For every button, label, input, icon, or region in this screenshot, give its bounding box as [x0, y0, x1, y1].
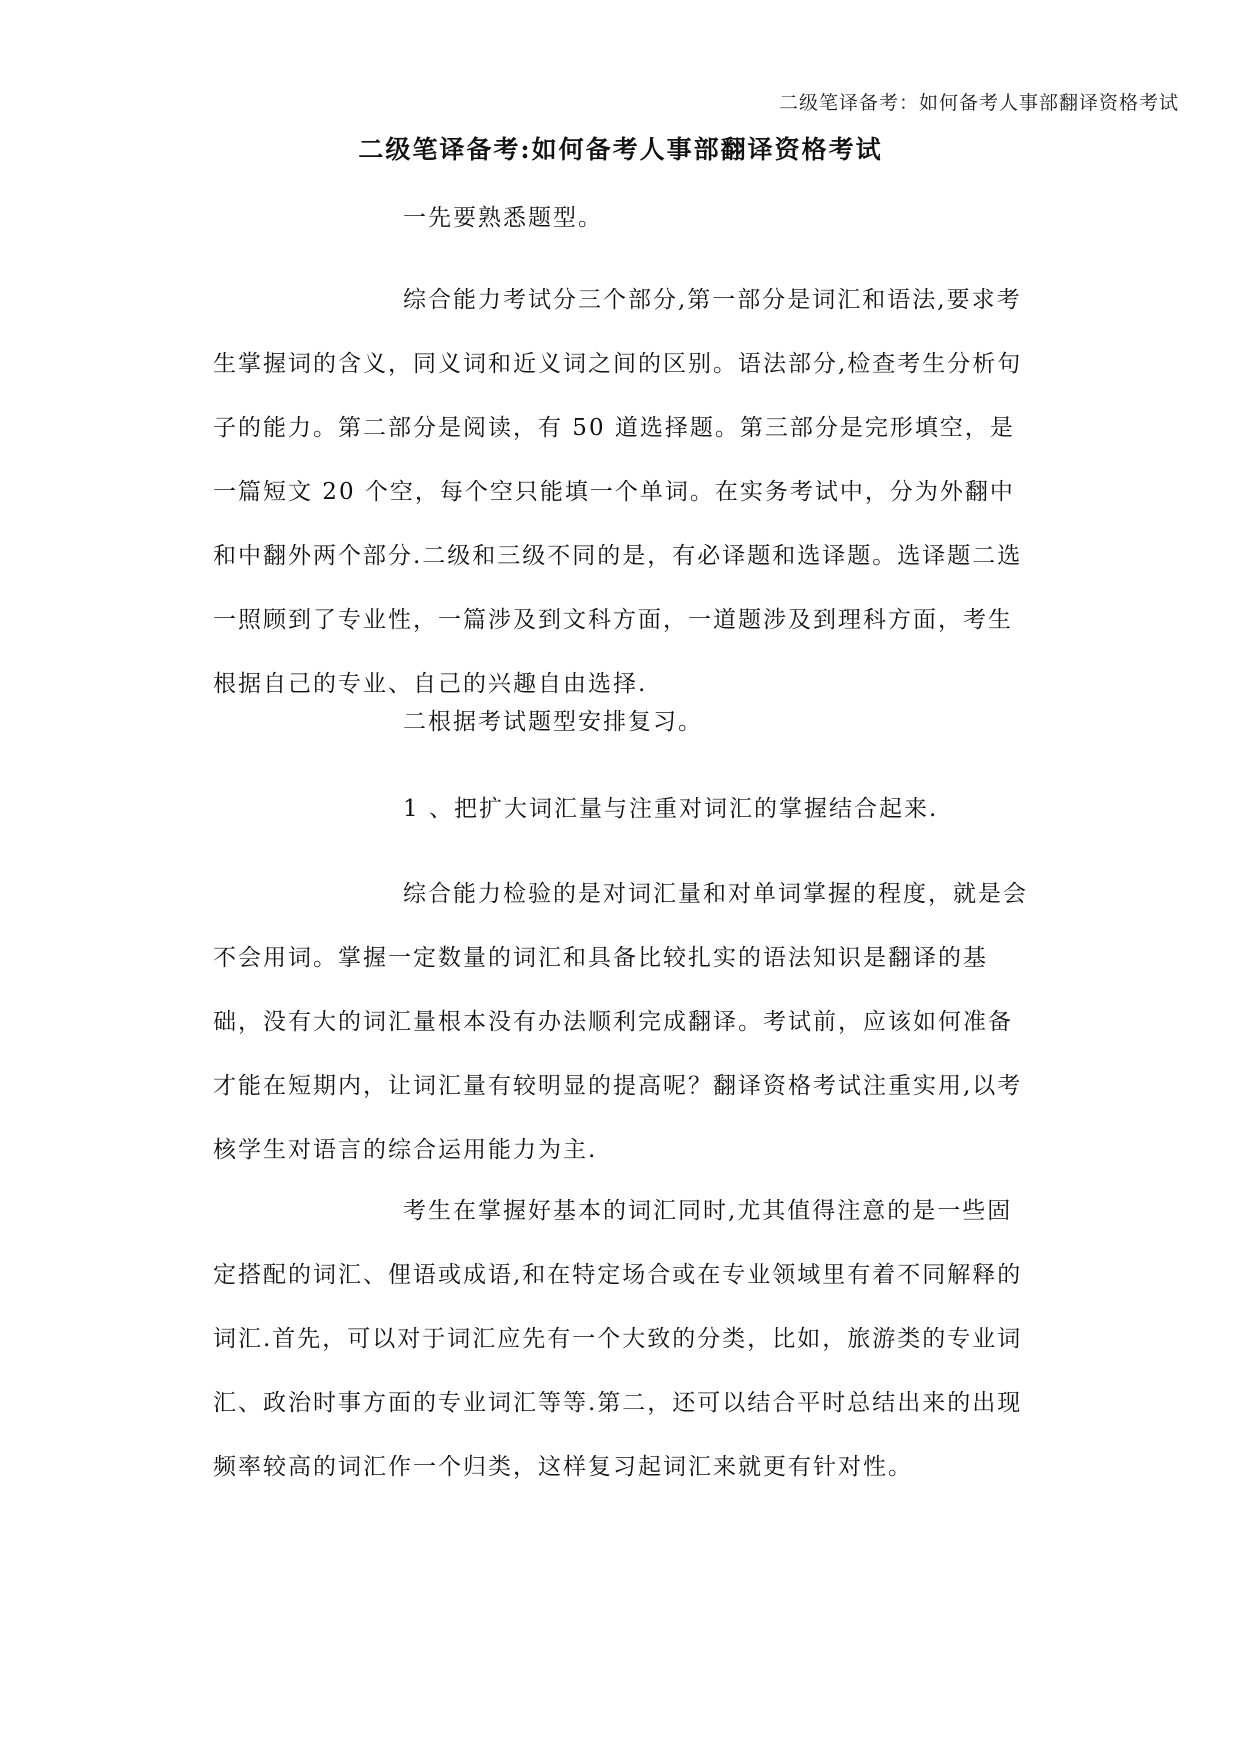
paragraph-heading-2: 二根据考试题型安排复习。	[403, 709, 703, 735]
paragraph-heading-1: 一先要熟悉题型。	[403, 205, 603, 231]
paragraph-2: 综合能力检验的是对词汇量和对单词掌握的程度，就是会不会用词。掌握一定数量的词汇和具备比较扎实的语法知识是翻译的基础，没有大的词汇量根本没有办法顺利完成翻译。考试前，应该如何准备才能在短期内，让词汇量有较明显的提高呢？翻译资格考试注重实用,以考核学生对语言的综合运用能力为主.	[213, 881, 1028, 1163]
running-header: 二级笔译备考：如何备考人事部翻译资格考试	[778, 92, 1179, 114]
paragraph-3: 考生在掌握好基本的词汇同时,尤其值得注意的是一些固定搭配的词汇、俚语或成语,和在特定场合或在专业领域里有着不同解释的词汇.首先，可以对于词汇应先有一个大致的分类，比如，旅游类的专业词汇、政治时事方面的专业词汇等等.第二，还可以结合平时总结出来的出现频率较高的词汇作一个归类，这样复习起词汇来就更有针对性。	[213, 1198, 1023, 1480]
document-title: 二级笔译备考:如何备考人事部翻译资格考试	[358, 135, 883, 164]
paragraph-1: 综合能力考试分三个部分,第一部分是词汇和语法,要求考生掌握词的含义，同义词和近义词之间的区别。语法部分,检查考生分析句子的能力。第二部分是阅读，有 50 道选择题。第三部分是完形填空，是一篇短文 20 个空，每个空只能填一个单词。在实务考试中，分为外翻中和中翻外两个部分.二级和三级不同的是，有必译题和选译题。选译题二选一照顾到了专业性，一篇涉及到文科方面，一道题涉及到理科方面，考生根据自己的专业、自己的兴趣自由选择.	[213, 287, 1023, 697]
paragraph-subheading-1: 1 、把扩大词汇量与注重对词汇的掌握结合起来.	[403, 796, 939, 822]
